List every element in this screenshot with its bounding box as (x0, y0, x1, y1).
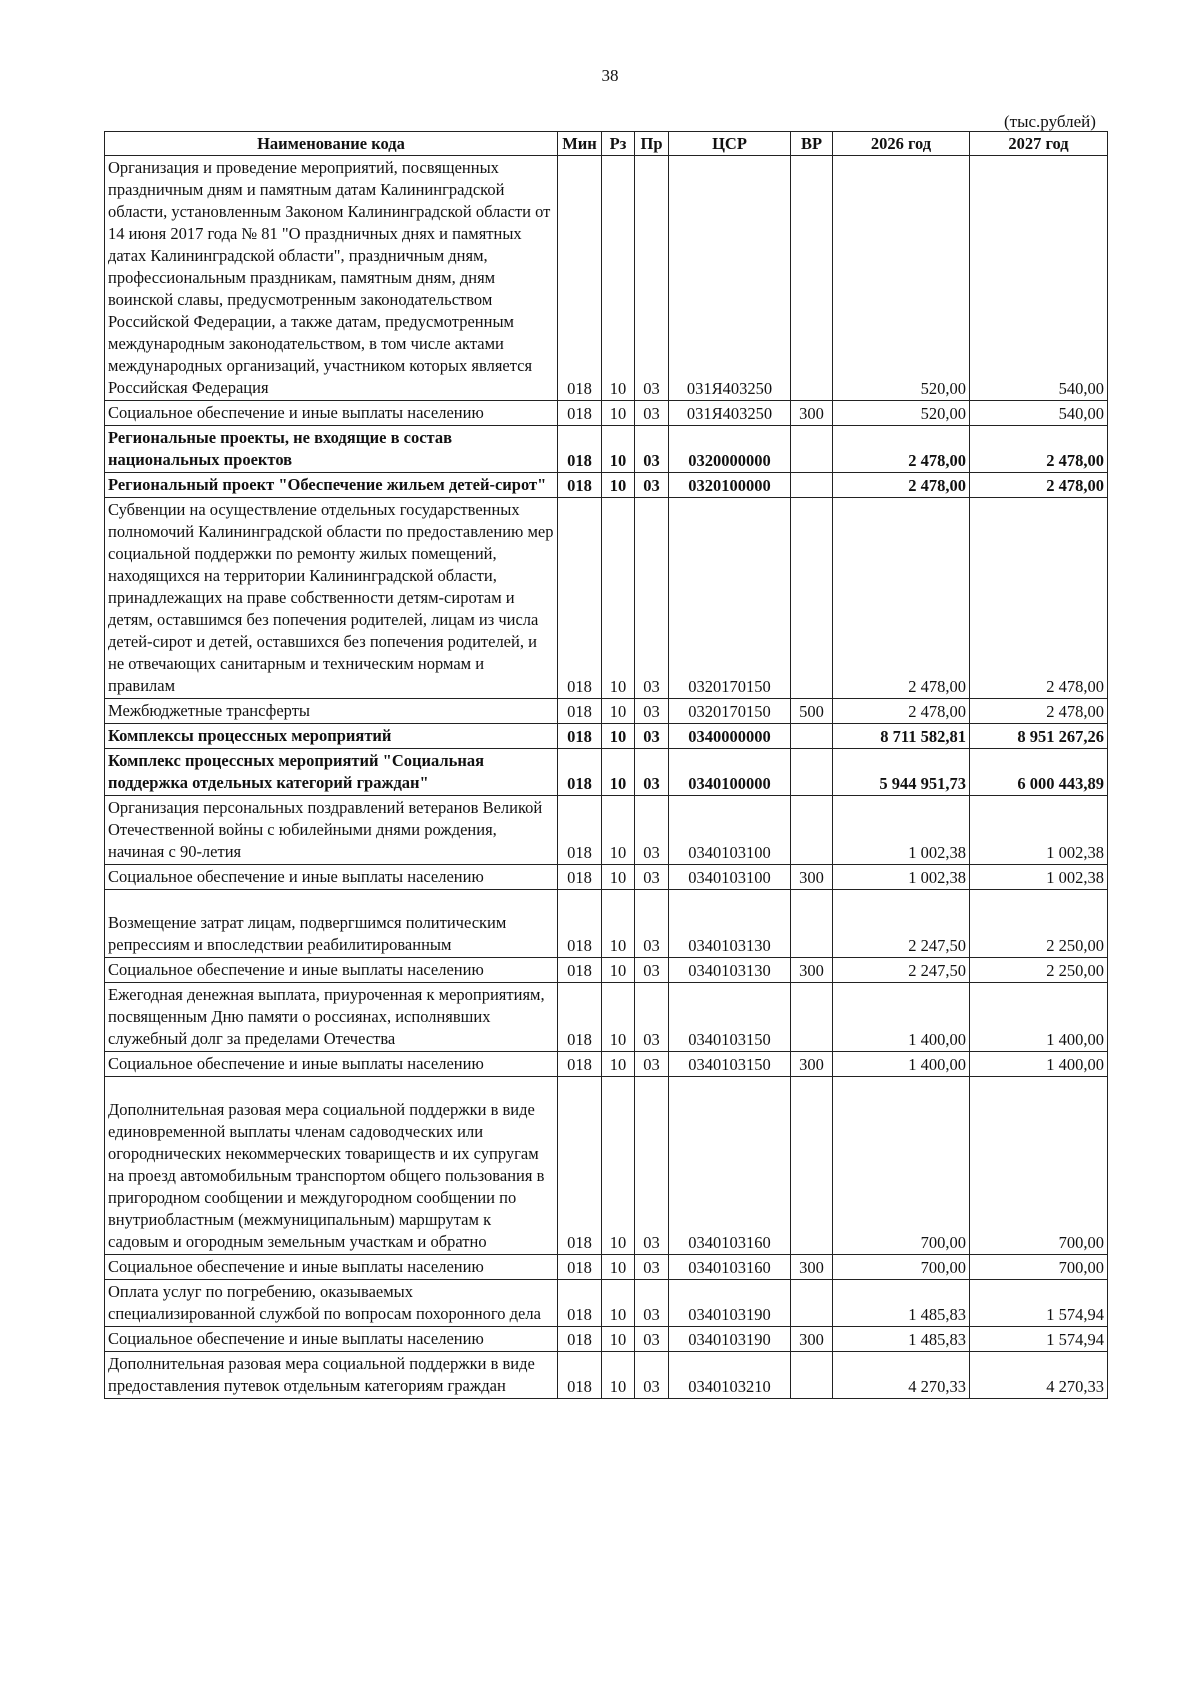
cell-2026: 1 485,83 (833, 1280, 970, 1327)
cell-2026: 2 478,00 (833, 699, 970, 724)
cell-pr: 03 (635, 1327, 669, 1352)
cell-csr: 0340103210 (669, 1352, 791, 1399)
table-row (105, 1255, 1108, 1280)
table-row (105, 1352, 1108, 1399)
table-row (105, 749, 1108, 796)
cell-2026: 1 400,00 (833, 1052, 970, 1077)
cell-name: Социальное обеспечение и иные выплаты населению (105, 865, 558, 890)
cell-2026: 1 400,00 (833, 983, 970, 1052)
cell-min: 018 (558, 749, 602, 796)
table-row (105, 156, 1108, 401)
cell-rz: 10 (602, 473, 635, 498)
cell-2026: 520,00 (833, 156, 970, 401)
cell-rz: 10 (602, 699, 635, 724)
cell-csr: 031Я403250 (669, 156, 791, 401)
cell-csr: 0340103100 (669, 865, 791, 890)
cell-pr: 03 (635, 796, 669, 865)
cell-2027: 8 951 267,26 (970, 724, 1108, 749)
table-row (105, 401, 1108, 426)
header-csr: ЦСР (669, 132, 791, 156)
cell-rz: 10 (602, 724, 635, 749)
table-row (105, 890, 1108, 958)
cell-vr (791, 983, 833, 1052)
cell-2026: 2 478,00 (833, 473, 970, 498)
cell-min: 018 (558, 1052, 602, 1077)
cell-2027: 6 000 443,89 (970, 749, 1108, 796)
cell-rz: 10 (602, 426, 635, 473)
cell-pr: 03 (635, 401, 669, 426)
cell-pr: 03 (635, 1280, 669, 1327)
table-header-row (105, 132, 1108, 156)
cell-pr: 03 (635, 865, 669, 890)
cell-name: Региональные проекты, не входящие в состав национальных проектов (105, 426, 558, 473)
cell-min: 018 (558, 1352, 602, 1399)
cell-vr (791, 473, 833, 498)
budget-table (104, 131, 1108, 1399)
cell-2027: 2 478,00 (970, 498, 1108, 699)
cell-pr: 03 (635, 724, 669, 749)
cell-2027: 2 478,00 (970, 473, 1108, 498)
cell-vr (791, 796, 833, 865)
cell-vr (791, 1352, 833, 1399)
cell-min: 018 (558, 1077, 602, 1255)
cell-rz: 10 (602, 796, 635, 865)
cell-2027: 700,00 (970, 1255, 1108, 1280)
cell-name: Возмещение затрат лицам, подвергшимся политическим репрессиям и впоследствии реабилитированным (105, 890, 558, 958)
cell-2026: 2 478,00 (833, 498, 970, 699)
cell-vr (791, 426, 833, 473)
cell-csr: 0340103190 (669, 1280, 791, 1327)
cell-csr: 0340103130 (669, 958, 791, 983)
table-row (105, 473, 1108, 498)
cell-name: Дополнительная разовая мера социальной поддержки в виде единовременной выплаты членам садоводческих или огороднических некоммерческих товариществ и их супругам на проезд автомобильным транспортом общего пользования в пригородном сообщении и междугородном сообщении по внутриобластным (межмуниципальным) маршрутам к садовым и огородным земельным участкам и обратно (105, 1077, 558, 1255)
table-row (105, 426, 1108, 473)
cell-2026: 4 270,33 (833, 1352, 970, 1399)
cell-min: 018 (558, 1255, 602, 1280)
cell-rz: 10 (602, 890, 635, 958)
cell-2027: 1 002,38 (970, 865, 1108, 890)
cell-min: 018 (558, 865, 602, 890)
cell-csr: 0340103160 (669, 1077, 791, 1255)
cell-2026: 2 478,00 (833, 426, 970, 473)
cell-2026: 1 002,38 (833, 865, 970, 890)
cell-rz: 10 (602, 749, 635, 796)
cell-vr (791, 1280, 833, 1327)
cell-pr: 03 (635, 749, 669, 796)
cell-name: Социальное обеспечение и иные выплаты населению (105, 1052, 558, 1077)
cell-2026: 700,00 (833, 1255, 970, 1280)
table-row (105, 724, 1108, 749)
cell-min: 018 (558, 724, 602, 749)
cell-min: 018 (558, 156, 602, 401)
cell-min: 018 (558, 796, 602, 865)
cell-2027: 1 574,94 (970, 1280, 1108, 1327)
cell-vr: 300 (791, 1327, 833, 1352)
cell-csr: 0320000000 (669, 426, 791, 473)
table-row (105, 1052, 1108, 1077)
table-row (105, 1327, 1108, 1352)
cell-2027: 1 574,94 (970, 1327, 1108, 1352)
cell-pr: 03 (635, 1052, 669, 1077)
cell-vr: 300 (791, 1255, 833, 1280)
cell-2027: 1 400,00 (970, 1052, 1108, 1077)
table-row (105, 796, 1108, 865)
cell-2026: 700,00 (833, 1077, 970, 1255)
table-body (105, 156, 1108, 1399)
cell-2026: 520,00 (833, 401, 970, 426)
cell-rz: 10 (602, 983, 635, 1052)
cell-min: 018 (558, 473, 602, 498)
cell-pr: 03 (635, 426, 669, 473)
header-vr: ВР (791, 132, 833, 156)
table-row (105, 498, 1108, 699)
cell-2026: 5 944 951,73 (833, 749, 970, 796)
cell-rz: 10 (602, 498, 635, 699)
cell-pr: 03 (635, 498, 669, 699)
cell-rz: 10 (602, 1327, 635, 1352)
cell-min: 018 (558, 498, 602, 699)
cell-2027: 4 270,33 (970, 1352, 1108, 1399)
cell-name: Комплекс процессных мероприятий "Социальная поддержка отдельных категорий граждан" (105, 749, 558, 796)
cell-2026: 2 247,50 (833, 890, 970, 958)
table-row (105, 983, 1108, 1052)
cell-2027: 2 478,00 (970, 699, 1108, 724)
cell-vr (791, 724, 833, 749)
cell-2027: 2 250,00 (970, 890, 1108, 958)
cell-csr: 0340100000 (669, 749, 791, 796)
cell-csr: 0340103150 (669, 983, 791, 1052)
cell-rz: 10 (602, 958, 635, 983)
cell-2026: 1 002,38 (833, 796, 970, 865)
cell-name: Организация персональных поздравлений ветеранов Великой Отечественной войны с юбилейными днями рождения, начиная с 90-летия (105, 796, 558, 865)
cell-csr: 0320170150 (669, 699, 791, 724)
cell-name: Организация и проведение мероприятий, посвященных праздничным дням и памятным датам Калининградской области, установленным Законом Калининградской области от 14 июня 2017 года № 81 "О праздничных днях и памятных датах Калининградской области", праздничным дням, профессиональным праздникам, памятным дням, дням воинской славы, предусмотренным законодательством Российской Федерации, а также датам, предусмотренным международным законодательством, в том числе актами международных организаций, участником которых является Российская Федерация (105, 156, 558, 401)
header-name: Наименование кода (105, 132, 558, 156)
cell-rz: 10 (602, 1077, 635, 1255)
cell-min: 018 (558, 958, 602, 983)
cell-vr (791, 498, 833, 699)
cell-csr: 0320170150 (669, 498, 791, 699)
cell-2027: 1 400,00 (970, 983, 1108, 1052)
cell-name: Социальное обеспечение и иные выплаты населению (105, 1255, 558, 1280)
cell-pr: 03 (635, 1352, 669, 1399)
cell-pr: 03 (635, 890, 669, 958)
cell-vr: 300 (791, 1052, 833, 1077)
header-2027: 2027 год (970, 132, 1108, 156)
cell-name: Социальное обеспечение и иные выплаты населению (105, 401, 558, 426)
cell-2027: 1 002,38 (970, 796, 1108, 865)
cell-name: Ежегодная денежная выплата, приуроченная к мероприятиям, посвященным Дню памяти о россиянах, исполнявших служебный долг за пределами Отечества (105, 983, 558, 1052)
cell-rz: 10 (602, 1052, 635, 1077)
cell-csr: 0340103190 (669, 1327, 791, 1352)
units-note: (тыс.рублей) (1004, 112, 1096, 131)
table-row (105, 1280, 1108, 1327)
cell-vr: 300 (791, 958, 833, 983)
cell-min: 018 (558, 1327, 602, 1352)
cell-rz: 10 (602, 156, 635, 401)
cell-min: 018 (558, 983, 602, 1052)
cell-2026: 2 247,50 (833, 958, 970, 983)
cell-rz: 10 (602, 1255, 635, 1280)
cell-min: 018 (558, 699, 602, 724)
cell-rz: 10 (602, 865, 635, 890)
cell-name: Социальное обеспечение и иные выплаты населению (105, 958, 558, 983)
cell-csr: 0340103150 (669, 1052, 791, 1077)
cell-csr: 0340103160 (669, 1255, 791, 1280)
cell-vr: 300 (791, 865, 833, 890)
cell-csr: 031Я403250 (669, 401, 791, 426)
cell-vr: 500 (791, 699, 833, 724)
table-row (105, 865, 1108, 890)
page-number: 38 (601, 66, 619, 85)
cell-2027: 2 250,00 (970, 958, 1108, 983)
cell-name: Межбюджетные трансферты (105, 699, 558, 724)
cell-min: 018 (558, 890, 602, 958)
cell-pr: 03 (635, 1255, 669, 1280)
cell-rz: 10 (602, 1280, 635, 1327)
header-rz: Рз (602, 132, 635, 156)
cell-pr: 03 (635, 473, 669, 498)
header-pr: Пр (635, 132, 669, 156)
cell-csr: 0320100000 (669, 473, 791, 498)
cell-vr (791, 1077, 833, 1255)
cell-name: Дополнительная разовая мера социальной поддержки в виде предоставления путевок отдельным категориям граждан (105, 1352, 558, 1399)
header-2026: 2026 год (833, 132, 970, 156)
cell-pr: 03 (635, 983, 669, 1052)
cell-vr: 300 (791, 401, 833, 426)
cell-2027: 540,00 (970, 156, 1108, 401)
cell-pr: 03 (635, 156, 669, 401)
cell-2027: 540,00 (970, 401, 1108, 426)
cell-2026: 1 485,83 (833, 1327, 970, 1352)
header-min: Мин (558, 132, 602, 156)
table-row (105, 958, 1108, 983)
cell-min: 018 (558, 1280, 602, 1327)
cell-name: Региональный проект "Обеспечение жильем детей-сирот" (105, 473, 558, 498)
cell-min: 018 (558, 426, 602, 473)
cell-2026: 8 711 582,81 (833, 724, 970, 749)
cell-csr: 0340000000 (669, 724, 791, 749)
cell-name: Оплата услуг по погребению, оказываемых специализированной службой по вопросам похоронного дела (105, 1280, 558, 1327)
table-row (105, 1077, 1108, 1255)
cell-name: Субвенции на осуществление отдельных государственных полномочий Калининградской области по предоставлению мер социальной поддержки по ремонту жилых помещений, находящихся на территории Калининградской области, принадлежащих на праве собственности детям-сиротам и детям, оставшимся без попечения родителей, лицам из числа детей-сирот и детей, оставшихся без попечения родителей, и не отвечающих санитарным и техническим нормам и правилам (105, 498, 558, 699)
cell-vr (791, 156, 833, 401)
cell-vr (791, 890, 833, 958)
cell-vr (791, 749, 833, 796)
cell-name: Социальное обеспечение и иные выплаты населению (105, 1327, 558, 1352)
cell-pr: 03 (635, 699, 669, 724)
cell-rz: 10 (602, 401, 635, 426)
cell-pr: 03 (635, 1077, 669, 1255)
cell-csr: 0340103100 (669, 796, 791, 865)
cell-min: 018 (558, 401, 602, 426)
cell-2027: 700,00 (970, 1077, 1108, 1255)
table-row (105, 699, 1108, 724)
cell-csr: 0340103130 (669, 890, 791, 958)
cell-name: Комплексы процессных мероприятий (105, 724, 558, 749)
cell-rz: 10 (602, 1352, 635, 1399)
cell-pr: 03 (635, 958, 669, 983)
cell-2027: 2 478,00 (970, 426, 1108, 473)
